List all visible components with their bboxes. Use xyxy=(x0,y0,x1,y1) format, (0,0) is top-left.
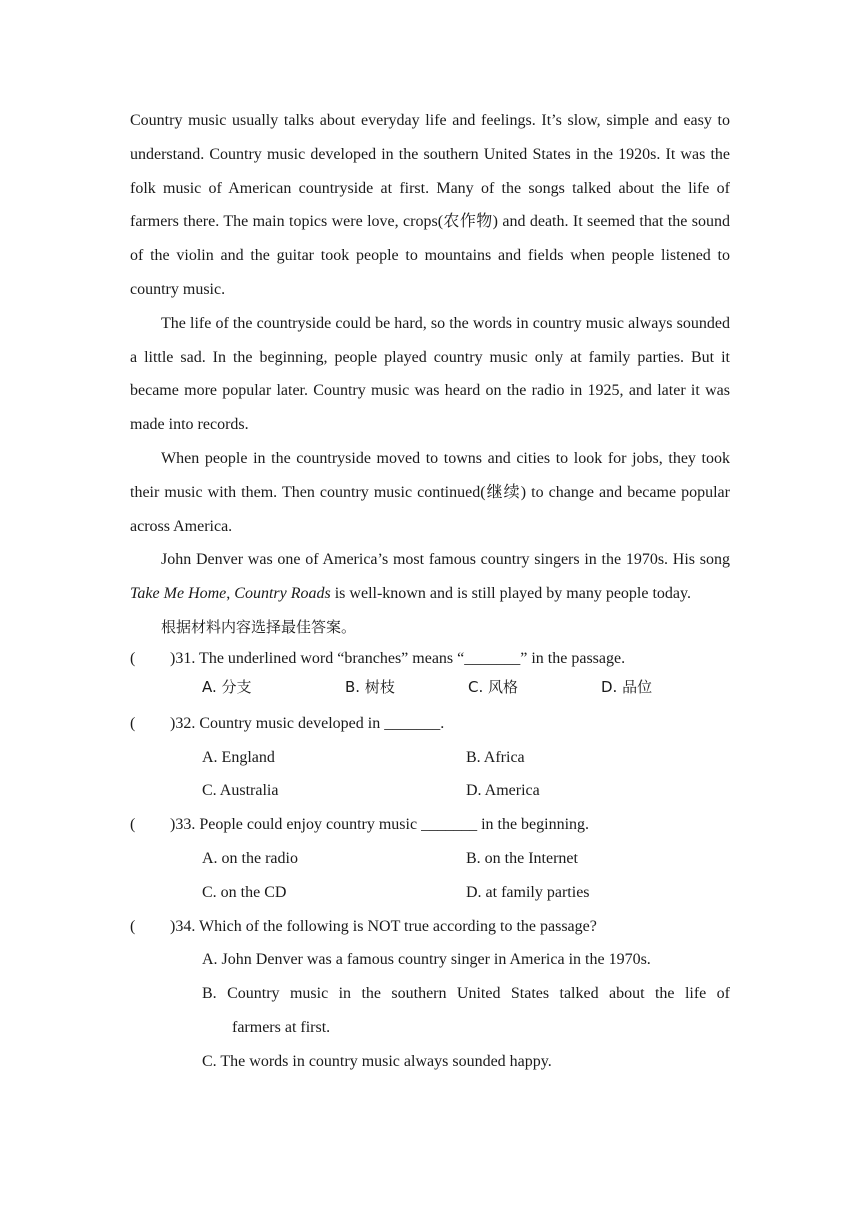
option-b: B. 树枝 xyxy=(345,677,395,696)
option-c: C. Australia xyxy=(202,782,279,800)
answer-blank: ( xyxy=(130,816,136,834)
option-d: D. 品位 xyxy=(601,677,653,696)
passage-paragraph-1: Country music usually talks about everyday life and feelings. It’s slow, simple and easy to understand. Country music developed in the southern United States in the 1920s. It was the folk music of American countryside at first. Many of the songs talked about the life of farmers there. The main topics were love, crops(农作物) and death. It seemed that the sound of the violin and the guitar took people to mountains and fields when people listened to country music. xyxy=(130,112,730,298)
option-a: A. on the radio xyxy=(202,849,298,867)
option-b-continued-text: farmers at first. xyxy=(232,1018,331,1036)
options-row xyxy=(130,876,730,910)
option-b: B. Africa xyxy=(466,748,525,766)
song-title-part-2: Country Roads xyxy=(234,585,331,603)
option-a: A. 分支 xyxy=(202,677,252,696)
question-stem: )31. The underlined word “branches” means “_______” in the passage. xyxy=(170,649,626,667)
worksheet-page xyxy=(130,104,730,1079)
question-32 xyxy=(130,707,730,808)
option-c: C. on the CD xyxy=(202,883,287,901)
passage-text: John Denver was one of America’s most famous country singers in the 1970s. His song xyxy=(161,551,730,569)
options-row xyxy=(130,774,730,808)
passage-paragraph-4 xyxy=(130,543,730,611)
option-d: D. America xyxy=(466,782,540,800)
option-b: B. Country music in the southern United States talked about the life of xyxy=(202,985,730,1003)
question-33 xyxy=(130,808,730,909)
option-c: C. 风格 xyxy=(468,677,519,696)
option-a: A. John Denver was a famous country singer in America in the 1970s. xyxy=(202,951,651,969)
options-row xyxy=(130,842,730,876)
instruction-text: 根据材料内容选择最佳答案。 xyxy=(161,617,357,636)
passage-paragraph-3: When people in the countryside moved to towns and cities to look for jobs, they took their music with them. Then country music continued(继续) to change and became popular across America. xyxy=(130,449,730,535)
passage-paragraph-2: The life of the countryside could be hard, so the words in country music always sounded a little sad. In the beginning, people played country music only at family parties. But it became more popular later. Country music was heard on the radio in 1925, and later it was made into records. xyxy=(130,314,730,434)
question-stem: )33. People could enjoy country music _______ in the beginning. xyxy=(170,816,590,834)
answer-blank: ( xyxy=(130,917,136,935)
answer-blank: ( xyxy=(130,649,136,667)
question-34 xyxy=(130,910,730,1079)
option-b-continuation xyxy=(130,1011,730,1045)
option-b: B. on the Internet xyxy=(466,849,578,867)
passage-text: is well-known and is still played by many people today. xyxy=(330,585,691,603)
option-c: C. The words in country music always sounded happy. xyxy=(202,1052,552,1070)
options-row xyxy=(130,741,730,775)
question-31 xyxy=(130,645,730,701)
option-a: A. England xyxy=(202,748,275,766)
question-stem: )34. Which of the following is NOT true according to the passage? xyxy=(170,917,597,935)
question-stem: )32. Country music developed in _______. xyxy=(170,714,445,732)
options-row xyxy=(130,673,730,701)
passage-text: , xyxy=(226,585,235,603)
song-title-part-1: Take Me Home xyxy=(130,585,227,603)
answer-blank: ( xyxy=(130,714,136,732)
option-d: D. at family parties xyxy=(466,883,590,901)
